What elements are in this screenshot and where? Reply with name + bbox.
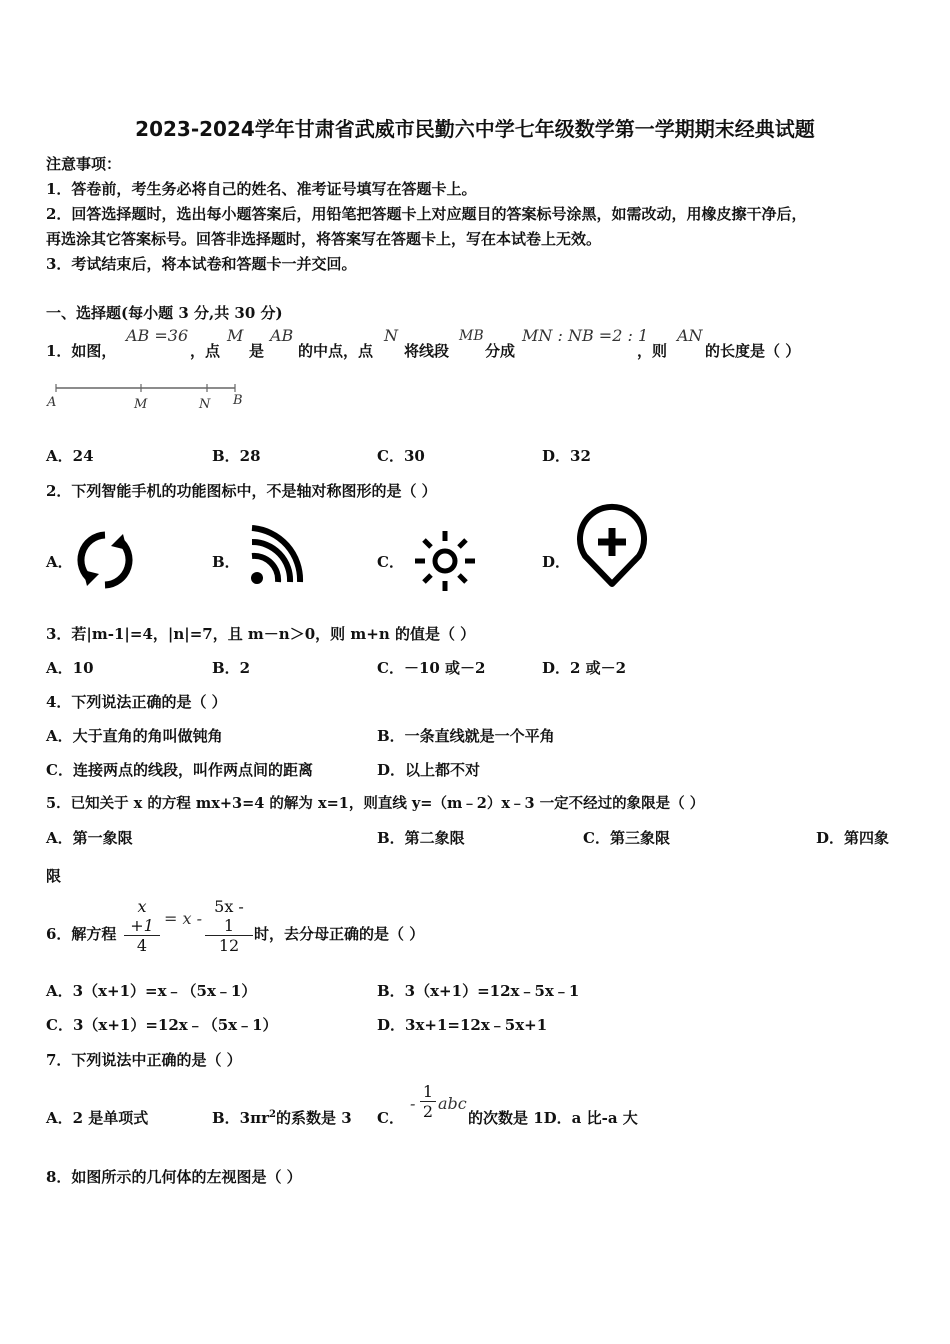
point-label-a: A	[47, 395, 57, 410]
q2-label-a: A．	[46, 553, 73, 571]
q5-option-c: C．第三象限	[583, 829, 670, 847]
q1-text: ，则	[637, 342, 668, 360]
q4-option-c: C．连接两点的线段，叫作两点间的距离	[46, 761, 313, 779]
q1-math-mb: MB	[459, 328, 484, 344]
q2-label-c: C．	[377, 553, 404, 571]
notice-item: 1．答卷前，考生务必将自己的姓名、准考证号填写在答题卡上。	[46, 180, 477, 198]
q1-text: 分成	[485, 342, 516, 360]
q4-option-d: D．以上都不对	[377, 761, 481, 779]
q1-text: 将线段	[404, 342, 450, 360]
q7-minus: -	[410, 1094, 416, 1113]
q6-right-numerator: 5x - 1	[214, 897, 244, 935]
q5-option-d-wrap: 限	[46, 867, 62, 885]
notice-item: 再选涂其它答案标号。回答非选择题时，将答案写在答题卡上，写在本试卷上无效。	[46, 230, 602, 248]
q6-left-fraction	[124, 897, 160, 955]
q6-option-a: A．3（x+1）=x﹣（5x﹣1）	[46, 982, 257, 1000]
add-location-icon	[575, 510, 649, 590]
q3-stem: 3．若|m-1|=4，|n|=7，且 m－n＞0，则 m+n 的值是（ ）	[46, 625, 476, 643]
q5-option-b: B．第二象限	[377, 829, 465, 847]
q7-variables: abc	[438, 1094, 467, 1113]
notice-item: 2．回答选择题时，选出每小题答案后，用铅笔把答题卡上对应题目的答案标号涂黑，如需改动，用橡皮擦干净后，	[46, 205, 807, 223]
q7-option-c-label: C．	[377, 1109, 404, 1127]
point-label-m: M	[134, 397, 148, 412]
q8-stem: 8．如图所示的几何体的左视图是（ ）	[46, 1168, 302, 1186]
q5-stem: 5．已知关于 x 的方程 mx+3=4 的解为 x=1，则直线 y=（m﹣2）x﹣3 一定不经过的象限是（ ）	[46, 795, 705, 812]
q7-option-b: B．$3\pi r^2$的系数是 3	[212, 1109, 352, 1127]
section-heading: 一、选择题(每小题 3 分,共 30 分)	[46, 304, 283, 322]
q6-option-d: D．3x+1=12x﹣5x+1	[377, 1016, 548, 1034]
q2-label-d: D．	[542, 553, 571, 571]
q7-numerator: 1	[422, 1082, 434, 1101]
q7-fraction	[420, 1082, 436, 1121]
q1-math-m: M	[227, 326, 244, 345]
notice-heading: 注意事项：	[46, 155, 122, 173]
q6-option-c: C．3（x+1）=12x﹣（5x﹣1）	[46, 1016, 278, 1034]
q3-option-a: A．10	[46, 659, 94, 677]
q6-option-b: B．3（x+1）=12x﹣5x﹣1	[377, 982, 580, 1000]
notice-item: 3．考试结束后，将本试卷和答题卡一并交回。	[46, 255, 357, 273]
q1-math-n: N	[384, 326, 398, 345]
q7-option-a: A．2 是单项式	[46, 1109, 149, 1127]
q1-text: 是	[249, 342, 265, 360]
q7-option-c-tail: 的次数是 1D．a 比-a 大	[468, 1109, 638, 1127]
q1-text: ，点	[190, 342, 221, 360]
q3-option-b: B．2	[212, 659, 251, 677]
q4-option-a: A．大于直角的角叫做钝角	[46, 727, 223, 745]
q5-option-d: D．第四象	[816, 829, 890, 847]
q1-math-an: AN	[677, 326, 703, 345]
q3-option-c: C．－10 或－2	[377, 659, 486, 677]
point-label-b: B	[233, 393, 243, 408]
q1-math-ab: AB	[270, 326, 294, 345]
brightness-icon	[415, 531, 475, 591]
q7-denominator: 2	[422, 1102, 434, 1121]
q1-number: 1．如图，	[46, 342, 117, 360]
q6-number: 6．解方程	[46, 925, 117, 943]
point-label-n: N	[199, 397, 211, 412]
q1-option-a: A．24	[46, 447, 94, 465]
q2-label-b: B．	[212, 553, 240, 571]
q6-right-denominator: 12	[218, 936, 240, 955]
q5-option-a: A．第一象限	[46, 829, 133, 847]
q1-option-c: C．30	[377, 447, 425, 465]
q3-option-d: D．2 或－2	[542, 659, 627, 677]
wifi-icon	[248, 530, 304, 590]
q2-stem: 2．下列智能手机的功能图标中，不是轴对称图形的是（ ）	[46, 482, 437, 500]
q6-right-fraction	[205, 897, 253, 955]
q7-stem: 7．下列说法中正确的是（ ）	[46, 1051, 242, 1069]
q1-text: 的长度是（ ）	[705, 342, 801, 360]
q6-middle: = x -	[164, 909, 203, 928]
q6-left-numerator: x +1	[130, 897, 154, 935]
q4-option-b: B．一条直线就是一个平角	[377, 727, 555, 745]
q1-text: 的中点，点	[298, 342, 374, 360]
q4-stem: 4．下列说法正确的是（ ）	[46, 693, 227, 711]
segment-figure	[50, 381, 240, 395]
q1-option-b: B．28	[212, 447, 261, 465]
q1-math-ratio: MN : NB =2 : 1	[522, 326, 649, 345]
page-title: 2023-2024学年甘肃省武威市民勤六中学七年级数学第一学期期末经典试题	[135, 117, 815, 141]
q1-option-d: D．32	[542, 447, 591, 465]
rotate-icon	[75, 530, 135, 590]
q1-math-ab36: AB =36	[126, 326, 189, 345]
q6-tail: 时，去分母正确的是（ ）	[254, 925, 425, 943]
q6-left-denominator: 4	[136, 936, 148, 955]
